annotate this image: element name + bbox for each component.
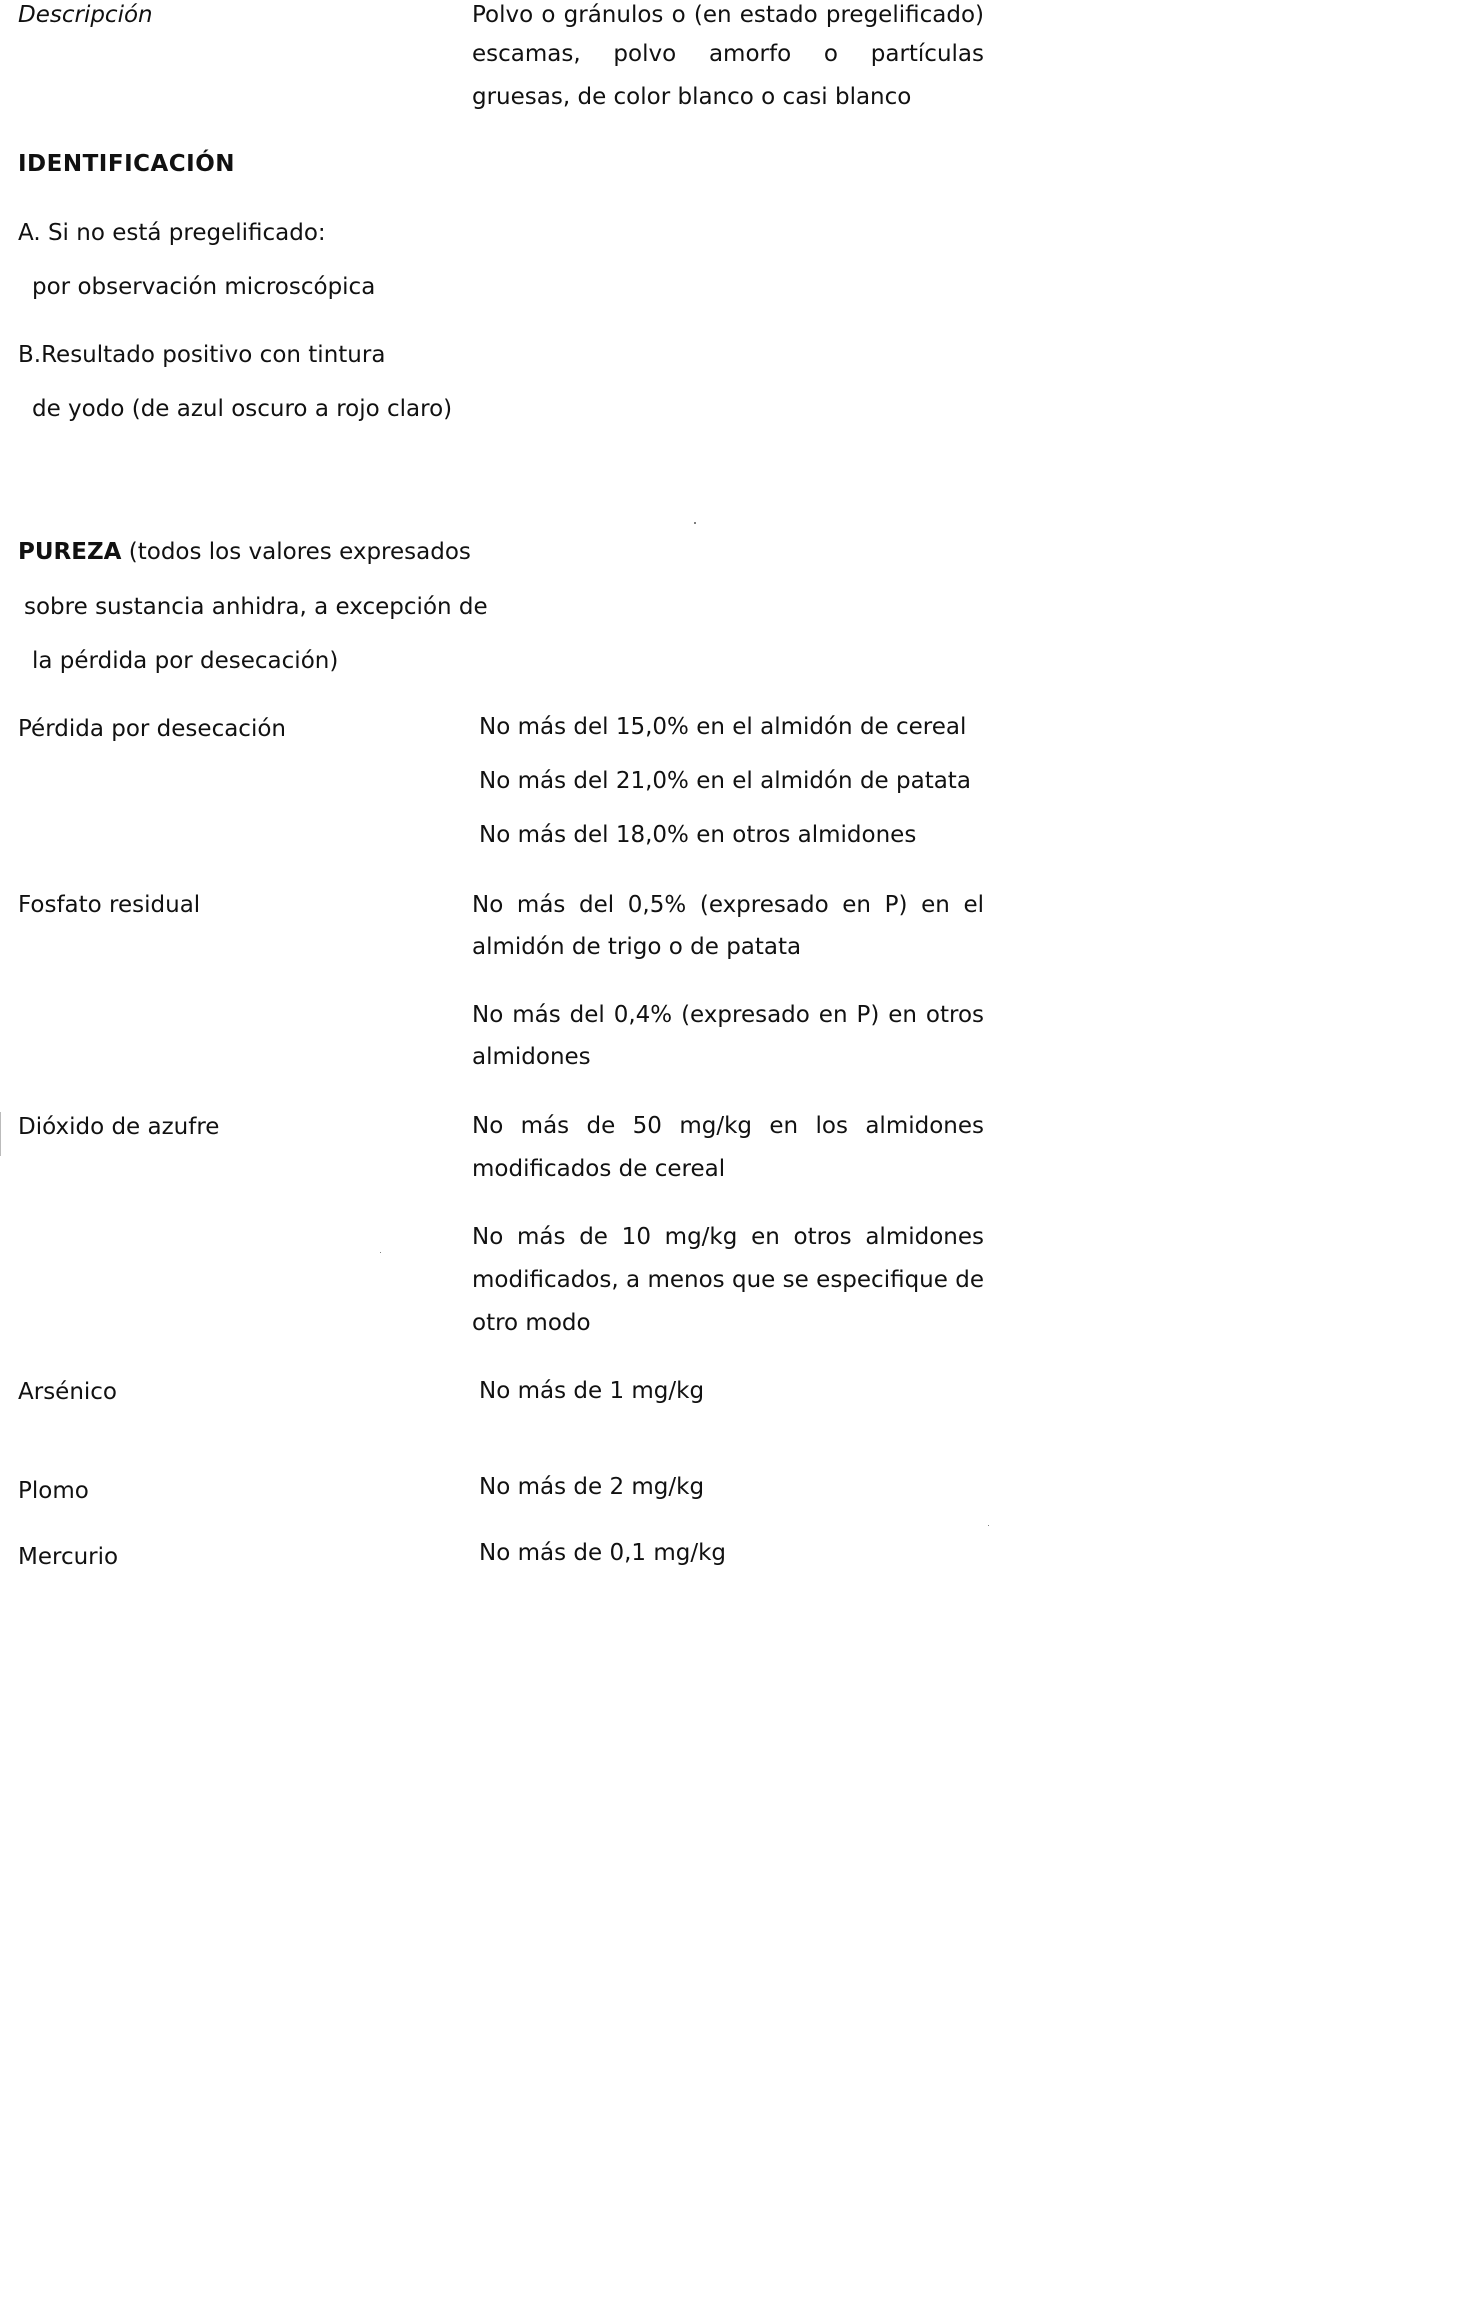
arsenico-label: Arsénico [18,1379,118,1405]
pureza-heading-rest: (todos los valores expresados [128,539,471,565]
identificacion-a-line-1: A. Si no está pregelificado: [18,220,326,246]
pureza-heading-bold: PUREZA [18,539,122,565]
perdida-desecacion-value-3: No más del 18,0% en otros almidones [479,822,917,848]
perdida-desecacion-label: Pérdida por desecación [18,716,286,742]
arsenico-value: No más de 1 mg/kg [479,1378,705,1404]
dioxido-azufre-value-1: No más de 50 mg/kg en los almidones [472,1113,984,1139]
plomo-label: Plomo [18,1478,89,1504]
dioxido-azufre-value-4: modificados, a menos que se especifique de [472,1267,984,1293]
scan-speck [988,1525,989,1526]
identificacion-heading: IDENTIFICACIÓN [18,151,236,177]
mercurio-value: No más de 0,1 mg/kg [479,1540,727,1566]
document-page [0,0,1000,1568]
dioxido-azufre-value-3: No más de 10 mg/kg en otros almidones [472,1224,984,1250]
scan-speck [694,522,696,524]
dioxido-azufre-value-2: modificados de cereal [472,1156,726,1182]
pureza-heading [18,541,471,564]
descripcion-value-line-1: Polvo o gránulos o (en estado pregelificado) [472,2,984,28]
descripcion-value-line-2: escamas, polvo amorfo o partículas [472,41,984,67]
descripcion-label: Descripción [18,2,153,28]
perdida-desecacion-value-1: No más del 15,0% en el almidón de cereal [479,714,967,740]
plomo-value: No más de 2 mg/kg [479,1474,705,1500]
identificacion-a-line-2: por observación microscópica [32,274,376,300]
fosfato-residual-value-1: No más del 0,5% (expresado en P) en el [472,892,984,918]
identificacion-b-line-1: B.Resultado positivo con tintura [18,342,386,368]
dioxido-azufre-value-5: otro modo [472,1310,591,1336]
descripcion-value-line-3: gruesas, de color blanco o casi blanco [472,84,912,110]
identificacion-b-line-2: de yodo (de azul oscuro a rojo claro) [32,396,453,422]
fosfato-residual-value-4: almidones [472,1044,591,1070]
mercurio-label: Mercurio [18,1544,119,1570]
fosfato-residual-value-3: No más del 0,4% (expresado en P) en otros [472,1002,984,1028]
pureza-line-2: sobre sustancia anhidra, a excepción de [24,594,488,620]
pureza-line-3: la pérdida por desecación) [32,648,339,674]
fosfato-residual-label: Fosfato residual [18,892,201,918]
scan-edge-mark [0,1112,1,1156]
fosfato-residual-value-2: almidón de trigo o de patata [472,934,802,960]
scan-speck [380,1252,381,1253]
perdida-desecacion-value-2: No más del 21,0% en el almidón de patata [479,768,971,794]
dioxido-azufre-label: Dióxido de azufre [18,1114,220,1140]
